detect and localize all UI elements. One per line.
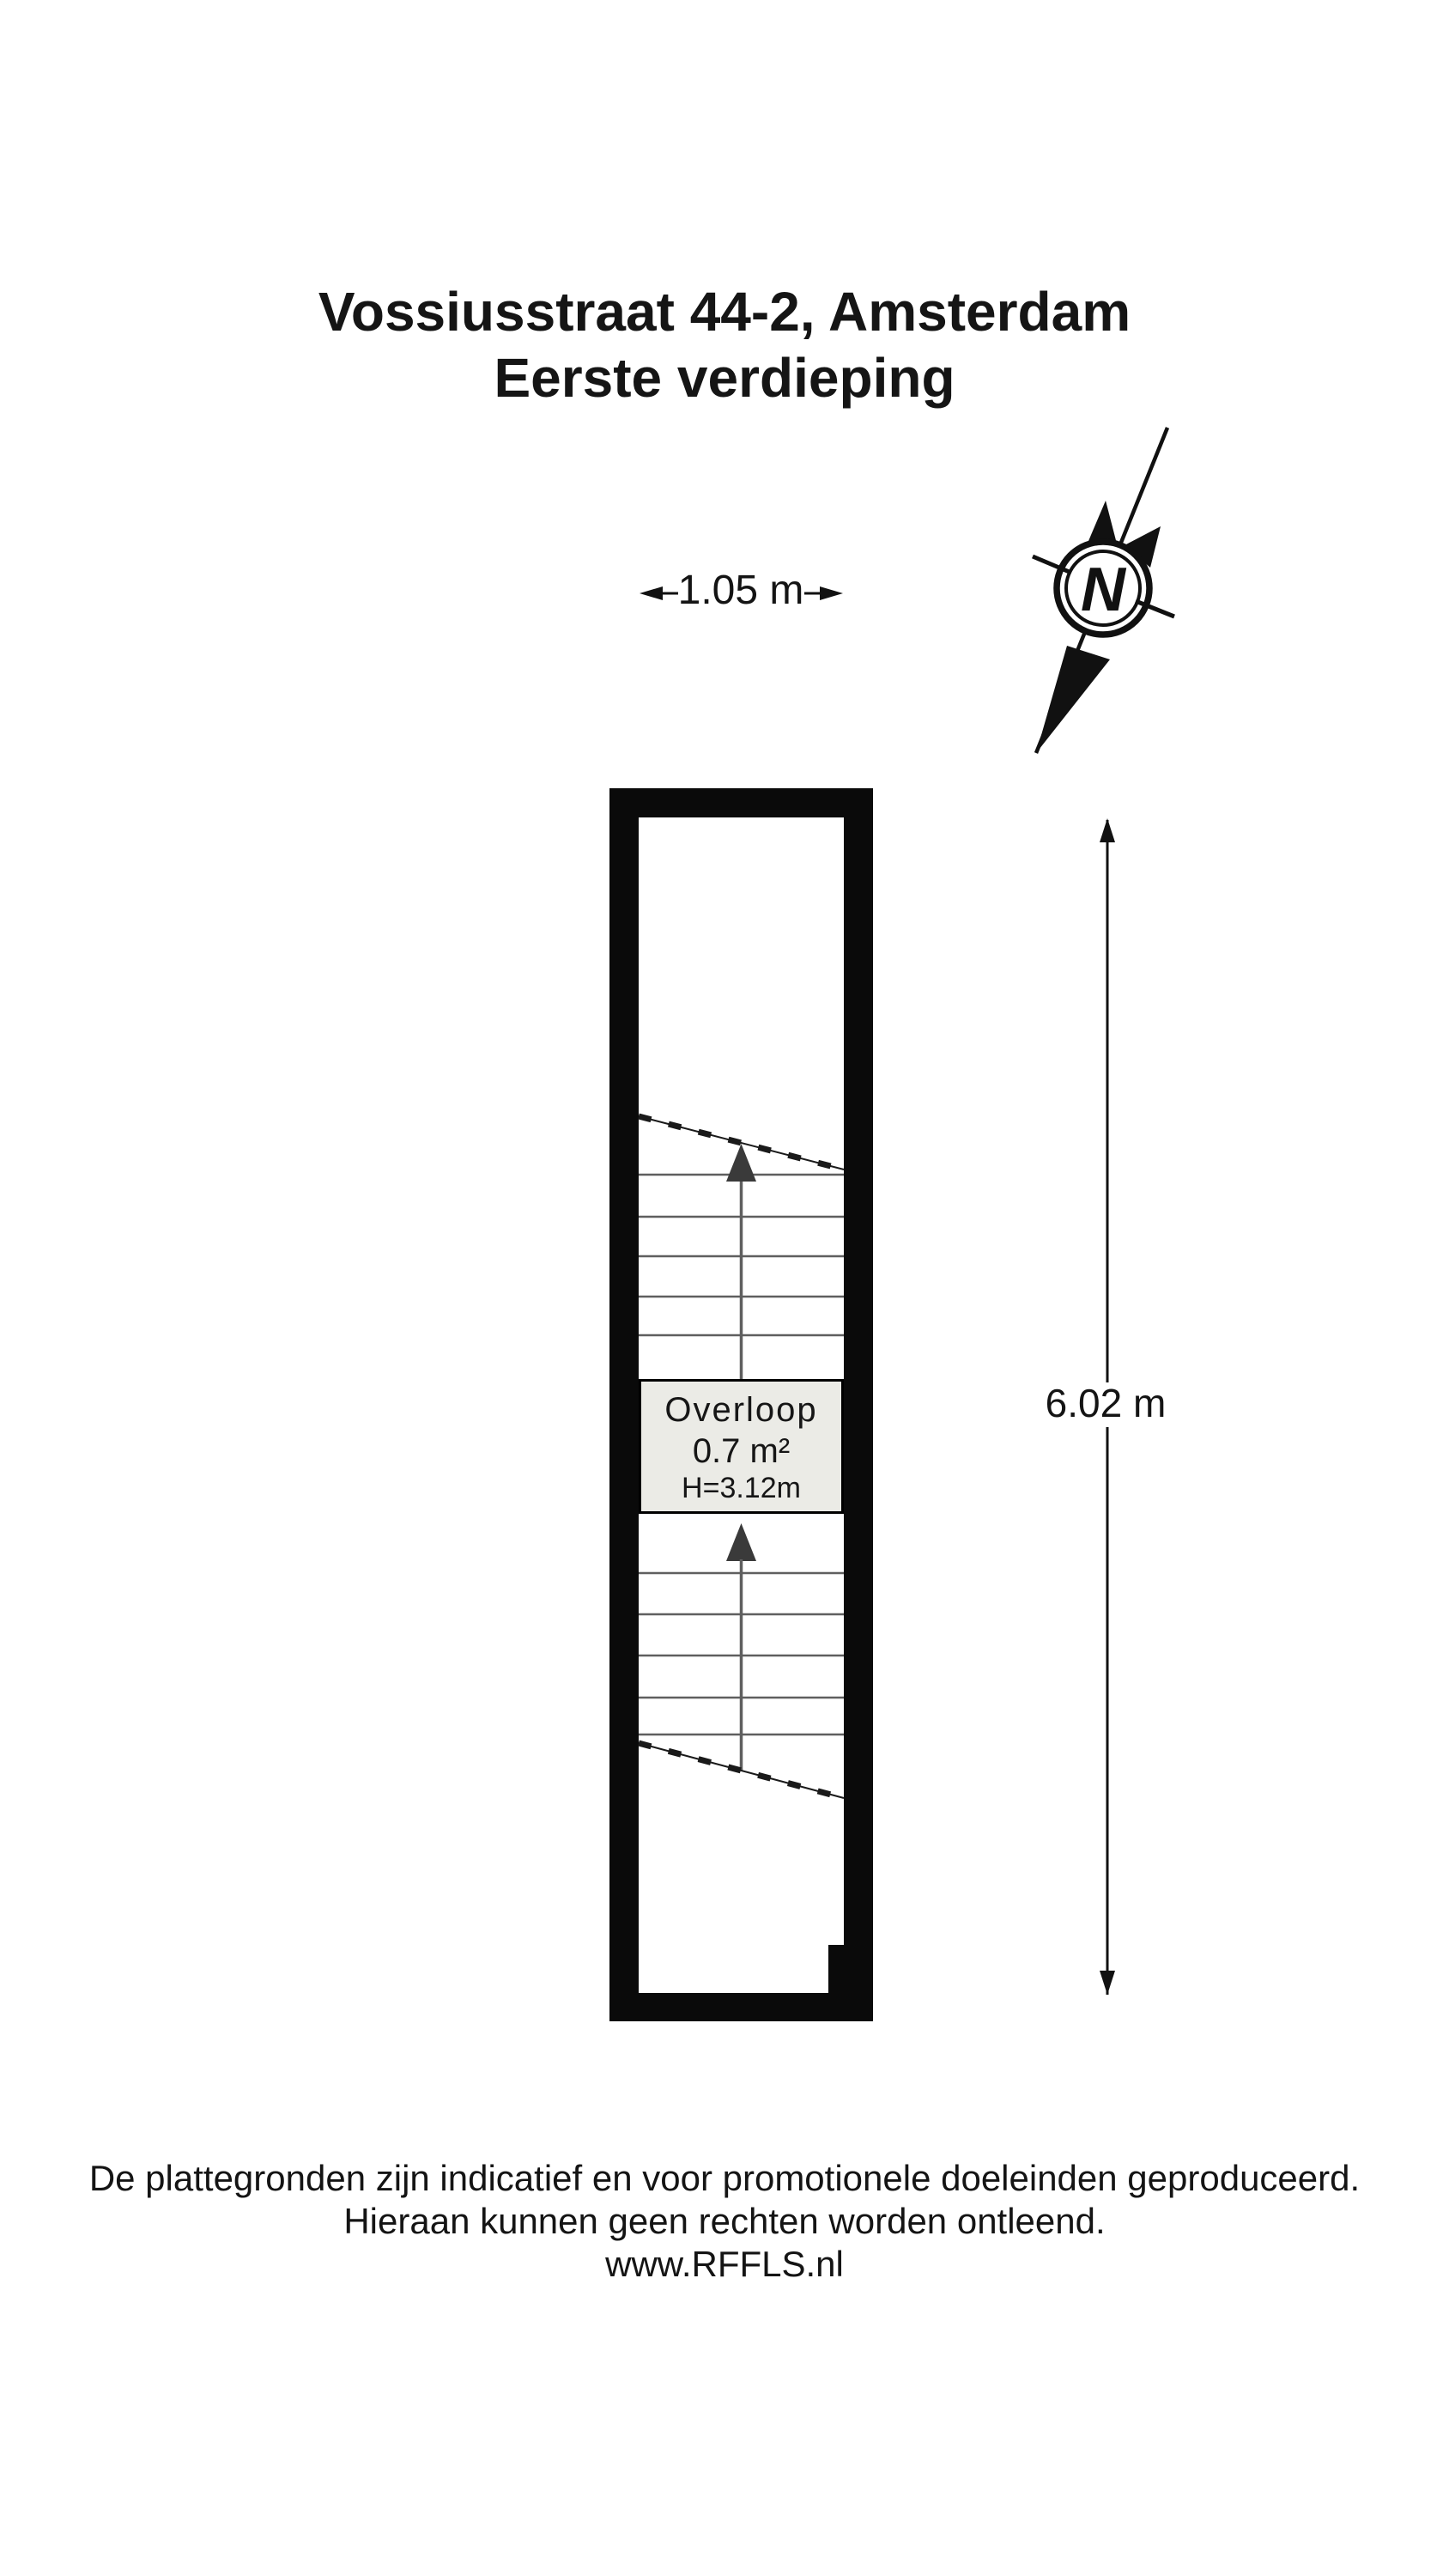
room-name: Overloop [664, 1390, 818, 1429]
down-arrow-icon [1100, 1971, 1115, 1995]
title-address: Vossiusstraat 44-2, Amsterdam [318, 281, 1131, 343]
title-floor: Eerste verdieping [494, 347, 955, 409]
disclaimer-line-1: De plattegronden zijn indicatief en voor promotionele doeleinden geproduceerd. [88, 2158, 1361, 2198]
website-url: www.RFFLS.nl [605, 2244, 844, 2284]
compass-south-tail [1036, 646, 1110, 753]
width-dimension-label: 1.05 m [677, 568, 804, 613]
footer-disclaimer [0, 2157, 1449, 2286]
compass-north-icon [987, 386, 1210, 790]
compass-north-label: N [1081, 556, 1125, 624]
page-title [0, 279, 1449, 411]
wall-notch [828, 1945, 844, 1993]
disclaimer-line-2: Hieraan kunnen geen rechten worden ontleend. [343, 2201, 1106, 2241]
height-dimension-label: 6.02 m [1045, 1381, 1167, 1425]
room-ceiling-height: H=3.12m [682, 1471, 801, 1504]
room-area: 0.7 m² [692, 1431, 791, 1470]
room-label [639, 1379, 844, 1514]
